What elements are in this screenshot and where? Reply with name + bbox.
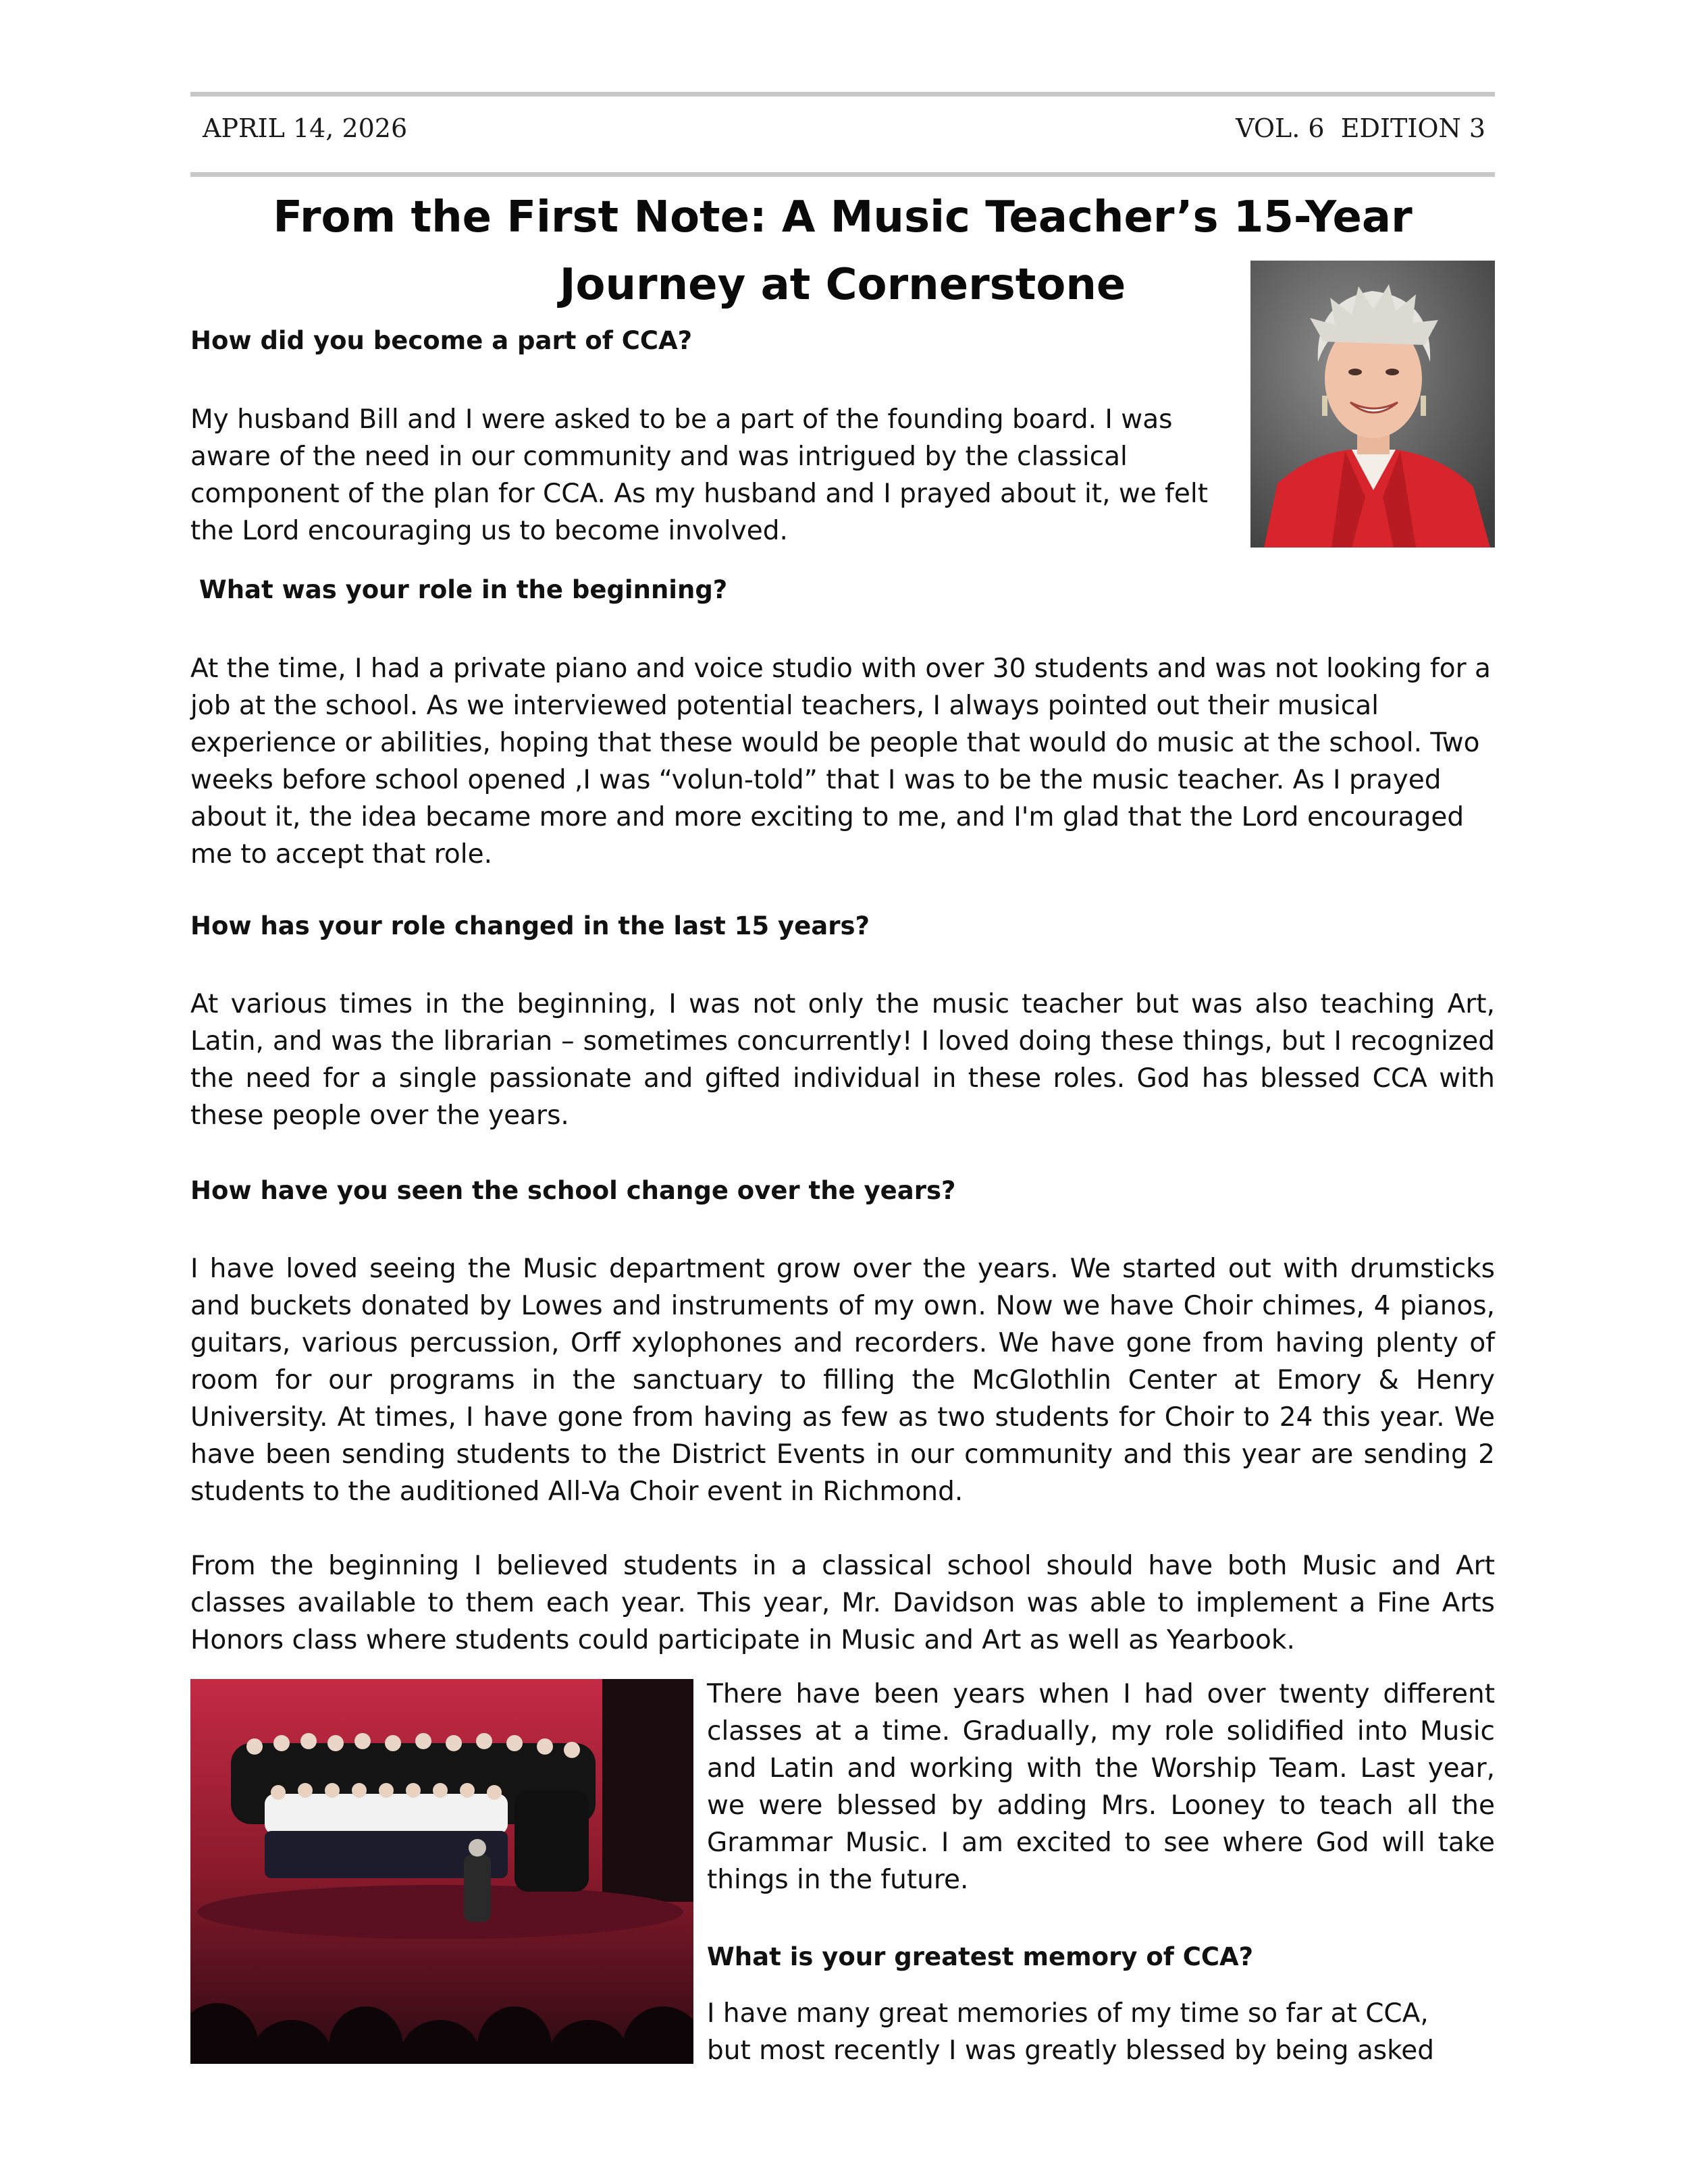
answer-line: I have many great memories of my time so far at CCA, bbox=[707, 1998, 1429, 2029]
issue-volume: VOL. 6 EDITION 3 bbox=[1236, 113, 1485, 143]
answer-line: job at the school. As we interviewed potential teachers, I always pointed out their musical bbox=[190, 691, 1379, 721]
years-paragraph: There have been years when I had over twenty different classes at a time. Gradually, my role solidified into Music and Latin and working with the Worship Team. Last year, we were blessed by adding Mrs. Looney to teach all the Grammar Music. I am excited to see where God will take things in the future. bbox=[707, 1679, 1495, 1895]
question-school-change: How have you seen the school change over the years? bbox=[190, 1176, 956, 1205]
choir-performance-photo bbox=[190, 1679, 693, 2064]
answer-line: At the time, I had a private piano and voice studio with over 30 students and was not looking for a bbox=[190, 654, 1491, 684]
article-title-line-1: From the First Note: A Music Teacher’s 15-Year bbox=[273, 192, 1413, 242]
top-rule bbox=[190, 92, 1495, 97]
question-role-changed: How has your role changed in the last 15 years? bbox=[190, 911, 870, 940]
question-greatest-memory: What is your greatest memory of CCA? bbox=[707, 1942, 1254, 1971]
answer-line: but most recently I was greatly blessed by being asked bbox=[707, 2035, 1435, 2066]
answer-line: My husband Bill and I were asked to be a part of the founding board. I was bbox=[190, 404, 1173, 435]
answer-line: experience or abilities, hoping that these would be people that would do music at the school. Two bbox=[190, 728, 1480, 758]
answer-line: weeks before school opened ,I was “volun-told” that I was to be the music teacher. As I prayed bbox=[190, 765, 1442, 795]
answer-line: about it, the idea became more and more exciting to me, and I'm glad that the Lord encouraged bbox=[190, 802, 1465, 832]
choir-illustration bbox=[190, 1679, 693, 2064]
teacher-portrait-photo bbox=[1250, 261, 1495, 548]
answer-school-change: I have loved seeing the Music department grow over the years. We started out with drumsticks and buckets donated by Lowes and instruments of my own. Now we have Choir chimes, 4 pianos, guitars, various percussion, Orff xylophones and recorders. We have gone from having plenty of room for our programs in the sanctuary to filling the McGlothlin Center at Emory & Henry University. At times, I have gone from having as few as two students for Choir to 24 this year. We have been sending students to the District Events in our community and this year are sending 2 students to the auditioned All-Va Choir event in Richmond. bbox=[190, 1254, 1495, 1507]
article-title-line-2: Journey at Cornerstone bbox=[559, 260, 1126, 310]
answer-role-changed: At various times in the beginning, I was not only the music teacher but was also teaching Art, Latin, and was the librarian – sometimes concurrently! I loved doing these things, but I recognized the need for a single passionate and gifted individual in these roles. God has blessed CCA with these people over the years. bbox=[190, 989, 1495, 1131]
fine-arts-paragraph: From the beginning I believed students in a classical school should have both Music and Art classes available to them each year. This year, Mr. Davidson was able to implement a Fine Arts Honors class where students could participate in Music and Art as well as Yearbook. bbox=[190, 1551, 1495, 1655]
header-bottom-rule bbox=[190, 172, 1495, 177]
answer-line: component of the plan for CCA. As my husband and I prayed about it, we felt bbox=[190, 479, 1209, 509]
portrait-illustration bbox=[1250, 261, 1495, 548]
answer-line: aware of the need in our community and was intrigued by the classical bbox=[190, 442, 1128, 472]
answer-line: the Lord encouraging us to become involved. bbox=[190, 516, 788, 546]
question-how-joined: How did you become a part of CCA? bbox=[190, 326, 693, 355]
issue-date: APRIL 14, 2026 bbox=[203, 113, 408, 143]
answer-line: me to accept that role. bbox=[190, 839, 493, 870]
question-role-beginning: What was your role in the beginning? bbox=[190, 575, 728, 604]
